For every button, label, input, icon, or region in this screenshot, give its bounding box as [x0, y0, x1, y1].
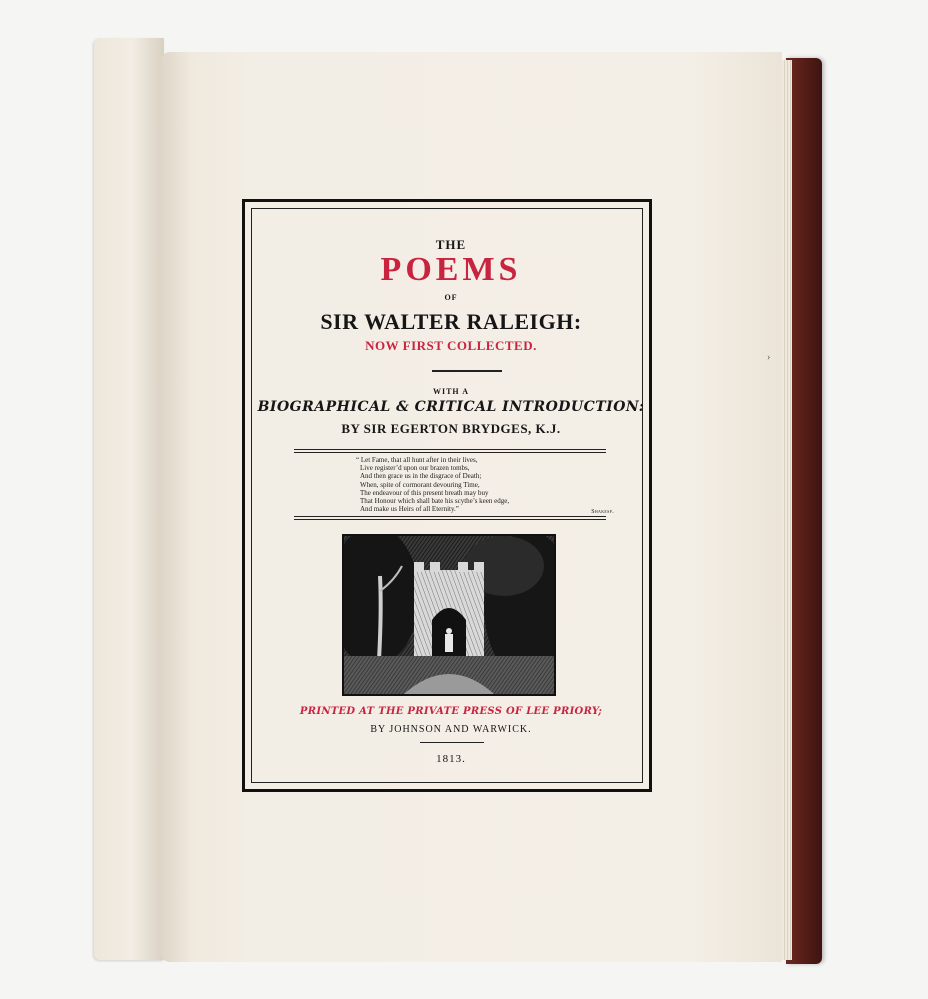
epigraph-bottom-rule-2	[294, 519, 606, 520]
introduction-line: BIOGRAPHICAL & CRITICAL INTRODUCTION:	[257, 399, 645, 415]
title-page-border	[242, 199, 652, 792]
page-mark: ›	[767, 352, 771, 363]
with-a-label: WITH A	[432, 387, 469, 396]
subtitle-collected: NOW FIRST COLLECTED.	[365, 338, 537, 353]
epigraph-line: And make us Heirs of all Eternity.”	[360, 505, 459, 514]
epigraph-top-rule-2	[294, 452, 606, 453]
title-poems: POEMS	[380, 251, 522, 288]
engraving-illustration	[344, 536, 554, 694]
epigraph-line: And then grace us in the disgrace of Death;	[360, 472, 482, 481]
publication-year: 1813.	[436, 753, 466, 765]
title-the: THE	[435, 237, 467, 252]
short-divider	[420, 742, 484, 743]
epigraph-top-rule	[294, 449, 606, 450]
title-page-inner-border	[251, 208, 643, 783]
epigraph-bottom-rule	[294, 516, 606, 517]
epigraph-line: That Honour which shall bate his scythe’s keen edge,	[360, 497, 510, 506]
publisher-line: BY JOHNSON AND WARWICK.	[370, 724, 532, 735]
editor-line: BY SIR EGERTON BRYDGES, K.J.	[341, 421, 561, 436]
epigraph-line: “ Let Fame, that all hunt after in their lives,	[356, 456, 478, 464]
engraving-gatehouse-image	[342, 534, 556, 696]
epigraph-attribution: Shakesp.	[591, 509, 614, 515]
ornamental-divider	[432, 370, 502, 372]
epigraph-line: The endeavour of this present breath may buy	[360, 488, 489, 497]
author-name: SIR WALTER RALEIGH:	[320, 309, 582, 334]
epigraph	[356, 456, 596, 513]
left-page	[94, 38, 164, 960]
epigraph-line: Live register’d upon our brazen tombs,	[360, 464, 470, 473]
epigraph-line: When, spite of cormorant devouring Time,	[360, 480, 480, 489]
title-of: OF	[444, 293, 458, 302]
printing-press-line: PRINTED AT THE PRIVATE PRESS OF LEE PRIORY;	[299, 706, 603, 717]
